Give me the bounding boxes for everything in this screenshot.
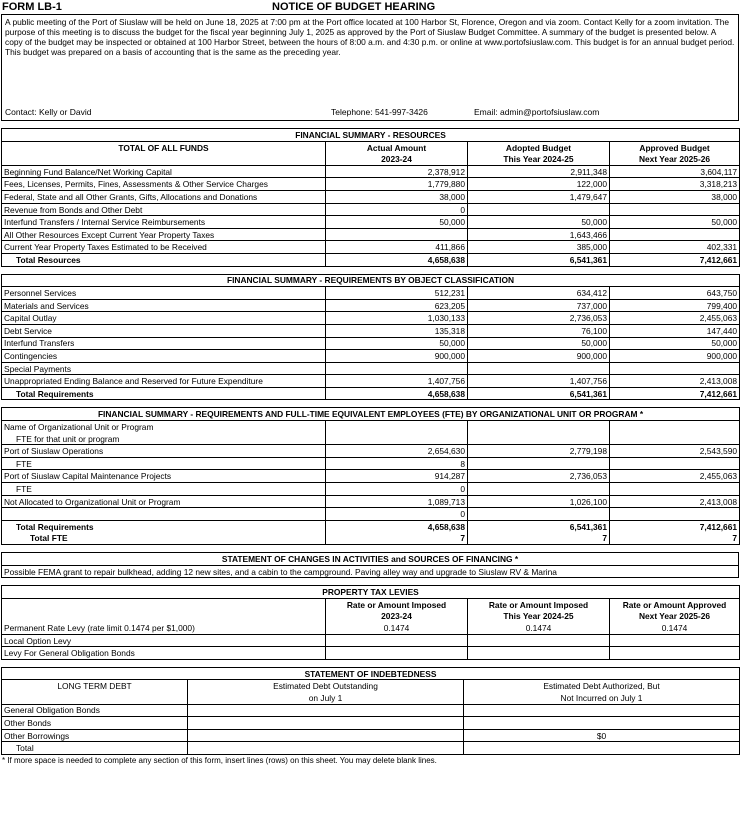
resources-row-label: Current Year Property Taxes Estimated to be Received (2, 241, 326, 254)
fte-row-label: Not Allocated to Organizational Unit or Program (2, 495, 326, 508)
fte-title: FINANCIAL SUMMARY - REQUIREMENTS AND FULL-TIME EQUIVALENT EMPLOYEES (FTE) BY ORGANIZATIONAL UNIT OR PROGRAM * (2, 408, 740, 421)
fte-total-adopted: 6,541,361 (468, 520, 610, 532)
changes-text: Possible FEMA grant to repair bulkhead, adding 12 new sites, and a cabin to the campground. Paving alley way and upgrade to Siuslaw RV & Marina (2, 565, 739, 578)
tax-col-adopted: Rate or Amount Imposed (468, 598, 610, 610)
requirements-row-label: Debt Service (2, 324, 326, 337)
changes-title: STATEMENT OF CHANGES IN ACTIVITIES and SOURCES OF FINANCING * (2, 553, 739, 566)
tax-col-actual: Rate or Amount Imposed (326, 598, 468, 610)
fte-total-fte-adopted: 7 (468, 532, 610, 544)
debt-row-outstanding (188, 704, 464, 717)
tax-row-approved (610, 634, 740, 647)
tax-row-adopted (468, 634, 610, 647)
fte-total-approved: 7,412,661 (610, 520, 740, 532)
resources-row-actual: 0 (326, 203, 468, 216)
tax-col-adopted-year: This Year 2024-25 (468, 610, 610, 622)
fte-row-adopted (468, 457, 610, 470)
resources-row-approved: 50,000 (610, 216, 740, 229)
fte-row-approved (610, 508, 740, 521)
requirements-row-approved: 643,750 (610, 287, 740, 300)
resources-row-adopted: 122,000 (468, 178, 610, 191)
resources-row-approved (610, 203, 740, 216)
requirements-row (2, 350, 740, 363)
debt-col-outstanding-sub: on July 1 (188, 692, 464, 704)
form-header (0, 0, 741, 14)
requirements-total-label: Total Requirements (2, 387, 326, 400)
fte-row-adopted (468, 508, 610, 521)
requirements-row-approved: 147,440 (610, 324, 740, 337)
fte-row-actual: 2,654,630 (326, 445, 468, 458)
resources-col-actual-year: 2023-24 (326, 153, 468, 165)
fte-row-approved: 2,543,590 (610, 445, 740, 458)
resources-row (2, 190, 740, 203)
requirements-row-label: Unappropriated Ending Balance and Reserved for Future Expenditure (2, 375, 326, 388)
resources-total-approved: 7,412,661 (610, 253, 740, 266)
resources-row (2, 241, 740, 254)
fte-row (2, 445, 740, 458)
fte-row-approved: 2,413,008 (610, 495, 740, 508)
fte-row-label (2, 508, 326, 521)
resources-row-label: All Other Resources Except Current Year Property Taxes (2, 228, 326, 241)
resources-row-actual: 411,866 (326, 241, 468, 254)
requirements-row-label: Capital Outlay (2, 312, 326, 325)
fte-row-actual: 0 (326, 508, 468, 521)
debt-row-label: Other Borrowings (2, 729, 188, 742)
tax-row-actual (326, 647, 468, 660)
fte-row-label: FTE (2, 483, 326, 496)
debt-row-authorized (464, 742, 740, 755)
fte-row-adopted: 2,779,198 (468, 445, 610, 458)
resources-row-adopted: 1,643,466 (468, 228, 610, 241)
document-title: NOTICE OF BUDGET HEARING (272, 1, 436, 14)
notice-box (1, 14, 739, 121)
debt-col-authorized: Estimated Debt Authorized, But (464, 680, 740, 692)
fte-row-actual: 914,287 (326, 470, 468, 483)
resources-row-actual (326, 228, 468, 241)
requirements-row-adopted: 1,407,756 (468, 375, 610, 388)
tax-col-actual-year: 2023-24 (326, 610, 468, 622)
resources-row-adopted: 1,479,647 (468, 190, 610, 203)
debt-col-authorized-sub: Not Incurred on July 1 (464, 692, 740, 704)
debt-title: STATEMENT OF INDEBTEDNESS (2, 667, 740, 680)
fte-row (2, 457, 740, 470)
requirements-row-actual: 1,407,756 (326, 375, 468, 388)
requirements-row-adopted: 76,100 (468, 324, 610, 337)
requirements-row (2, 324, 740, 337)
tax-row-label: Local Option Levy (2, 634, 326, 647)
requirements-row (2, 299, 740, 312)
requirements-row-adopted: 634,412 (468, 287, 610, 300)
requirements-row-adopted: 900,000 (468, 350, 610, 363)
resources-row-label: Beginning Fund Balance/Net Working Capital (2, 165, 326, 178)
resources-table (1, 128, 740, 267)
fte-row-approved: 2,455,063 (610, 470, 740, 483)
contact-line (5, 108, 735, 118)
fte-row-adopted (468, 483, 610, 496)
footnote: * If more space is needed to complete any section of this form, insert lines (rows) on this sheet. You may delete blank lines. (2, 755, 437, 765)
resources-row (2, 178, 740, 191)
debt-row-outstanding (188, 729, 464, 742)
tax-row-label: Levy For General Obligation Bonds (2, 647, 326, 660)
tax-table (1, 585, 740, 660)
tax-row-approved (610, 647, 740, 660)
requirements-row-approved: 2,413,008 (610, 375, 740, 388)
requirements-row-label: Personnel Services (2, 287, 326, 300)
fte-total-label: Total Requirements (2, 520, 326, 532)
resources-row-actual: 50,000 (326, 216, 468, 229)
resources-row-approved: 3,318,213 (610, 178, 740, 191)
resources-row-adopted: 385,000 (468, 241, 610, 254)
resources-row-adopted: 50,000 (468, 216, 610, 229)
requirements-row (2, 312, 740, 325)
resources-row-approved: 402,331 (610, 241, 740, 254)
debt-row (2, 742, 740, 755)
fte-total-fte-label: Total FTE (2, 532, 326, 544)
fte-row-adopted: 1,026,100 (468, 495, 610, 508)
fte-row (2, 495, 740, 508)
notice-body: A public meeting of the Port of Siuslaw will be held on June 18, 2025 at 7:00 pm at the Port office located at 100 Harbor St, Florence, Oregon and via zoom. Contact Kelly for a zoom invitation. The purpose of this meeting is to discuss the budget for the fiscal year beginning July 1, 2025 as approved by the Port of Siuslaw Budget Committee. A summary of the budget is presented below. A copy of the budget may be inspected or obtained at 100 Harbor Street, between the hours of 8:00 a.m. and 4:30 p.m. or online at www.portofsiuslaw.com. This budget is for an annual budget period. This budget was prepared on a basis of accounting that is the same as the preceding year. (5, 17, 735, 57)
fte-head-fte: FTE for that unit or program (2, 433, 326, 445)
debt-row-outstanding (188, 742, 464, 755)
requirements-table (1, 274, 740, 401)
tax-row-adopted (468, 647, 610, 660)
tax-row-adopted: 0.1474 (468, 622, 610, 634)
fte-row-approved (610, 457, 740, 470)
fte-total-fte-approved: 7 (610, 532, 740, 544)
resources-row-adopted: 2,911,348 (468, 165, 610, 178)
debt-row-label: Other Bonds (2, 717, 188, 730)
debt-col-type: LONG TERM DEBT (2, 680, 188, 692)
tax-title: PROPERTY TAX LEVIES (2, 586, 740, 599)
fte-total-fte-actual: 7 (326, 532, 468, 544)
resources-row-label: Federal, State and all Other Grants, Gifts, Allocations and Donations (2, 190, 326, 203)
resources-row-approved: 38,000 (610, 190, 740, 203)
fte-row-actual: 0 (326, 483, 468, 496)
resources-row (2, 216, 740, 229)
fte-row-approved (610, 483, 740, 496)
requirements-row-actual: 623,205 (326, 299, 468, 312)
resources-row-actual: 2,378,912 (326, 165, 468, 178)
resources-col-approved: Approved Budget (610, 141, 740, 153)
debt-row (2, 729, 740, 742)
resources-row (2, 203, 740, 216)
fte-row-label: Port of Siuslaw Capital Maintenance Projects (2, 470, 326, 483)
resources-row-label: Interfund Transfers / Internal Service Reimbursements (2, 216, 326, 229)
debt-row-outstanding (188, 717, 464, 730)
requirements-row-label: Contingencies (2, 350, 326, 363)
requirements-row-approved: 900,000 (610, 350, 740, 363)
requirements-row-approved: 2,455,063 (610, 312, 740, 325)
fte-total-actual: 4,658,638 (326, 520, 468, 532)
resources-row-label: Fees, Licenses, Permits, Fines, Assessments & Other Service Charges (2, 178, 326, 191)
tax-row-label: Permanent Rate Levy (rate limit 0.1474 per $1,000) (2, 622, 326, 634)
resources-row (2, 228, 740, 241)
fte-row (2, 483, 740, 496)
requirements-row (2, 337, 740, 350)
resources-col-actual: Actual Amount (326, 141, 468, 153)
requirements-title: FINANCIAL SUMMARY - REQUIREMENTS BY OBJECT CLASSIFICATION (2, 274, 740, 287)
requirements-row (2, 287, 740, 300)
resources-total-label: Total Resources (2, 253, 326, 266)
requirements-row-approved (610, 362, 740, 375)
resources-row-label: Revenue from Bonds and Other Debt (2, 203, 326, 216)
contact-email: Email: admin@portofsiuslaw.com (474, 107, 600, 118)
requirements-row-label: Special Payments (2, 362, 326, 375)
requirements-row-approved: 50,000 (610, 337, 740, 350)
debt-row-authorized (464, 717, 740, 730)
resources-row-approved (610, 228, 740, 241)
requirements-row-actual: 1,030,133 (326, 312, 468, 325)
resources-total-adopted: 6,541,361 (468, 253, 610, 266)
requirements-row-actual: 512,231 (326, 287, 468, 300)
debt-table (1, 667, 740, 755)
fte-head-unit: Name of Organizational Unit or Program (2, 421, 326, 433)
resources-col-adopted: Adopted Budget (468, 141, 610, 153)
tax-row-actual: 0.1474 (326, 622, 468, 634)
tax-col-approved-year: Next Year 2025-26 (610, 610, 740, 622)
resources-col-label: TOTAL OF ALL FUNDS (2, 141, 326, 153)
requirements-row-adopted: 737,000 (468, 299, 610, 312)
debt-row (2, 704, 740, 717)
tax-row (2, 634, 740, 647)
requirements-total-adopted: 6,541,361 (468, 387, 610, 400)
fte-row-actual: 8 (326, 457, 468, 470)
resources-row-actual: 1,779,880 (326, 178, 468, 191)
resources-row-actual: 38,000 (326, 190, 468, 203)
resources-total-actual: 4,658,638 (326, 253, 468, 266)
fte-row-adopted: 2,736,053 (468, 470, 610, 483)
resources-col-approved-year: Next Year 2025-26 (610, 153, 740, 165)
requirements-row-adopted (468, 362, 610, 375)
fte-table (1, 407, 740, 545)
debt-row-label: Total (2, 742, 188, 755)
fte-row (2, 470, 740, 483)
fte-row-label: FTE (2, 457, 326, 470)
contact-name: Contact: Kelly or David (5, 107, 92, 118)
fte-row-actual: 1,089,713 (326, 495, 468, 508)
requirements-total-approved: 7,412,661 (610, 387, 740, 400)
fte-row-label: Port of Siuslaw Operations (2, 445, 326, 458)
debt-row (2, 717, 740, 730)
requirements-row-actual: 135,318 (326, 324, 468, 337)
tax-row (2, 647, 740, 660)
requirements-row-actual (326, 362, 468, 375)
resources-col-adopted-year: This Year 2024-25 (468, 153, 610, 165)
resources-row (2, 165, 740, 178)
requirements-row (2, 362, 740, 375)
resources-title: FINANCIAL SUMMARY - RESOURCES (2, 129, 740, 142)
contact-telephone: Telephone: 541-997-3426 (331, 107, 428, 118)
tax-row-approved: 0.1474 (610, 622, 740, 634)
requirements-row-adopted: 50,000 (468, 337, 610, 350)
changes-table (1, 552, 739, 578)
tax-row-actual (326, 634, 468, 647)
requirements-row-actual: 50,000 (326, 337, 468, 350)
debt-row-authorized: $0 (464, 729, 740, 742)
resources-row-adopted (468, 203, 610, 216)
resources-row-approved: 3,604,117 (610, 165, 740, 178)
debt-col-outstanding: Estimated Debt Outstanding (188, 680, 464, 692)
form-id: FORM LB-1 (2, 1, 62, 14)
debt-row-authorized (464, 704, 740, 717)
requirements-row (2, 375, 740, 388)
fte-row (2, 508, 740, 521)
requirements-row-label: Materials and Services (2, 299, 326, 312)
requirements-row-approved: 799,400 (610, 299, 740, 312)
requirements-row-actual: 900,000 (326, 350, 468, 363)
requirements-row-label: Interfund Transfers (2, 337, 326, 350)
tax-row (2, 622, 740, 634)
debt-row-label: General Obligation Bonds (2, 704, 188, 717)
requirements-row-adopted: 2,736,053 (468, 312, 610, 325)
tax-col-approved: Rate or Amount Approved (610, 598, 740, 610)
requirements-total-actual: 4,658,638 (326, 387, 468, 400)
